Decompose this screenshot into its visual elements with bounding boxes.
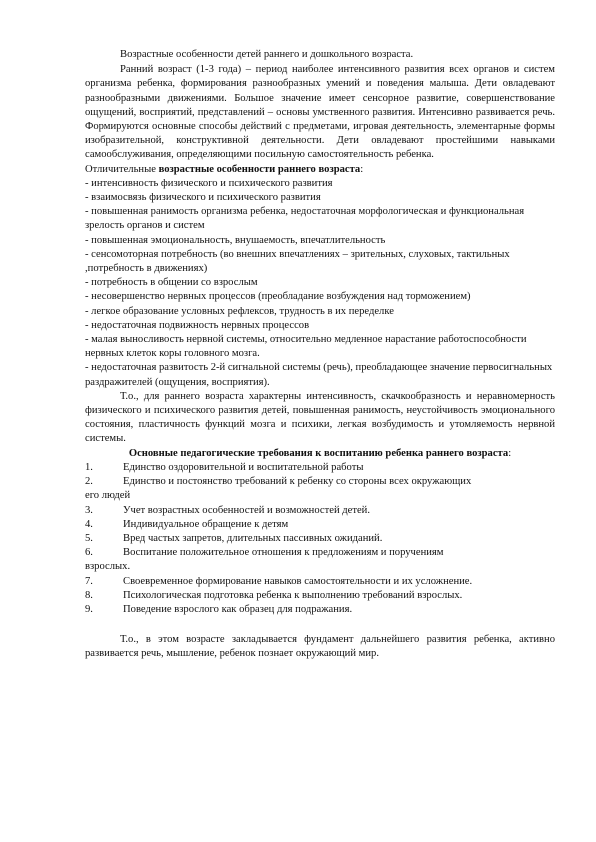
feature-item: - повышенная ранимость организма ребенка, недостаточная морфологическая и функциональная зрелость органов и систем [85,206,525,232]
features-list [85,177,555,390]
feature-item: - повышенная эмоциональность, внушаемость, впечатлительность [85,234,386,246]
intro-paragraph: Ранний возраст (1-3 года) – период наиболее интенсивного развития всех органов и систем организма ребенка, формирования разнообразных умений и поведения малыша. Дети овладевают разнообразными движениями. Большое значение имеет сенсорное развитие, совершенствование ощущений, восприятий, представлений – основы умственного развития. Интенсивно развивается речь. Формируются основные способы действий с предметами, игровая деятельность, элементарные формы изобразительной, конструктивной деятельности. Дети овладевают простейшими навыками самообслуживания, определяющими посильную самостоятельность ребенка. [85,64,555,161]
features-lead-plain: Отличительные [85,163,159,175]
feature-item: - легкое образование условных рефлексов, трудность в их переделке [85,305,394,317]
feature-item: - несовершенство нервных процессов (преобладание возбуждения над торможением) [85,291,471,303]
feature-item: - взаимосвязь физического и психического развития [85,192,321,204]
requirement-text: Психологическая подготовка ребенка к выполнению требований взрослых. [123,589,463,601]
requirement-number: 6. [85,547,93,559]
requirement-number: 2. [85,476,93,488]
features-lead-end: : [360,163,364,175]
requirement-item [85,546,555,574]
requirement-continuation: взрослых. [85,561,131,573]
requirement-item [85,603,555,617]
requirement-item [85,518,555,532]
requirement-continuation: его людей [85,490,131,502]
requirements-heading [85,447,555,461]
requirement-number: 5. [85,532,93,544]
feature-item: - малая выносливость нервной системы, относительно медленное нарастание работоспособности нервных клеток коры головного мозга. [85,334,527,360]
requirements-list [85,461,555,617]
requirement-text: Индивидуальное обращение к детям [123,518,289,530]
requirement-item [85,475,555,503]
requirement-text: Учет возрастных особенностей и возможностей детей. [123,504,371,516]
feature-item: - потребность в общении со взрослым [85,277,258,289]
requirement-item [85,575,555,589]
feature-item: - интенсивность физического и психического развития [85,177,333,189]
requirement-item [85,532,555,546]
document-page [85,48,555,662]
features-lead-bold: возрастные особенности раннего возраста [158,163,361,175]
requirement-number: 9. [85,603,93,615]
features-lead [85,163,555,177]
requirement-text: Вред частых запретов, длительных пассивных ожиданий. [123,532,383,544]
requirement-text: Единство оздоровительной и воспитательной работы [123,461,364,473]
requirement-item [85,461,555,475]
paragraph-spacer [85,617,555,633]
requirement-number: 1. [85,461,93,473]
requirement-item [85,589,555,603]
requirements-heading-text: Основные педагогические требования к воспитанию ребенка раннего возраста [128,447,509,459]
requirement-number: 3. [85,504,93,516]
feature-item: - недостаточная развитость 2-й сигнальной системы (речь), преобладающее значение первосигнальных раздражителей (ощущения, восприятия). [85,362,553,388]
conclusion-paragraph: Т.о., в этом возрасте закладывается фундамент дальнейшего развития ребенка, активно развивается речь, мышление, ребенок познает окружающий мир. [85,634,555,660]
requirement-text: Своевременное формирование навыков самостоятельности и их усложнение. [123,575,473,587]
requirement-number: 7. [85,575,93,587]
requirement-text: Воспитание положительное отношения к предложениям и поручениям [123,547,444,559]
requirement-number: 8. [85,589,93,601]
requirement-text: Единство и постоянство требований к ребенку со стороны всех окружающих [123,476,472,488]
feature-item: - сенсомоторная потребность (во внешних впечатлениях – зрительных, слуховых, тактильных ,потребность в движениях) [85,248,510,275]
requirement-text: Поведение взрослого как образец для подражания. [123,603,353,615]
feature-item: - недостаточная подвижность нервных процессов [85,319,310,331]
document-title: Возрастные особенности детей раннего и дошкольного возраста. [120,49,414,60]
requirement-number: 4. [85,518,93,530]
requirement-item [85,504,555,518]
requirements-heading-colon: : [508,447,512,459]
summary-paragraph: Т.о., для раннего возраста характерны интенсивность, скачкообразность и неравномерность физического и психического развития детей, повышенная ранимость, неустойчивость эмоционального состояния, пластичность функций мозга и психики, легкая возбудимость и утомляемость нервной системы. [85,390,555,445]
